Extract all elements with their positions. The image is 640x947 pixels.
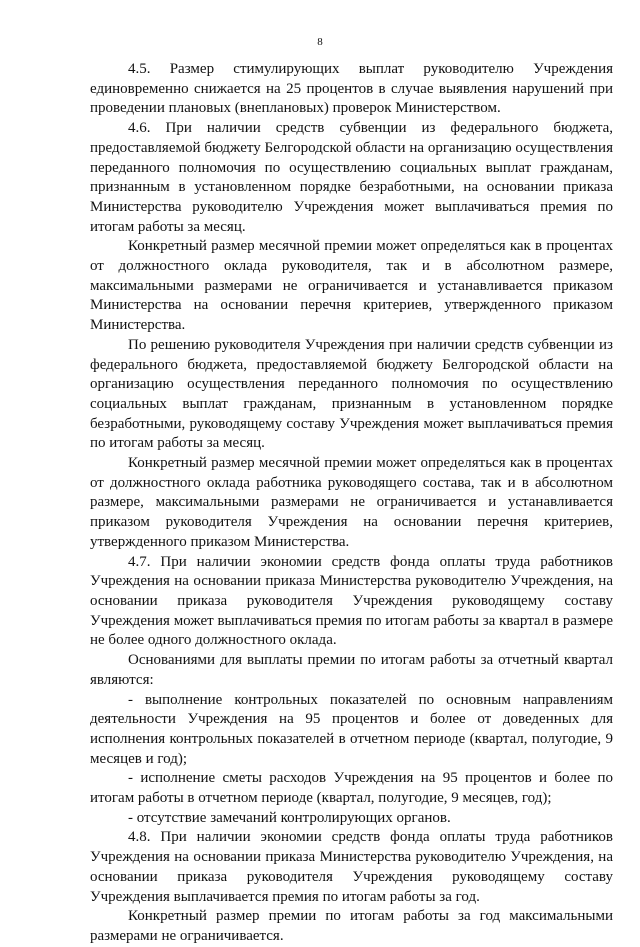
page-number: 8 (317, 36, 323, 48)
list-item-no-remarks: - отсутствие замечаний контролирующих органов. (128, 809, 451, 826)
paragraph-quarterly-grounds: Основаниями для выплаты премии по итогам работы за отчетный квартал являются: (90, 652, 613, 688)
paragraph-4-8: 4.8. При наличии экономии средств фонда оплаты труда работников Учреждения на основании приказа Министерства руководителю Учреждения, на основании приказа руководителя Учреждения руководящему составу Учреждения выплачивается премия по итогам работы за год. (90, 829, 613, 905)
paragraph-management-bonus: По решению руководителя Учреждения при наличии средств субвенции из федерального бюджета, предоставляемой бюджету Белгородской области на организацию осуществления переданного полномочия по осуществлению социальных выплат гражданам, признанным в установленном порядке безработными, руководящему составу Учреждения может выплачиваться премия по итогам работы за месяц. (90, 336, 613, 452)
paragraph-monthly-bonus-management: Конкретный размер месячной премии может определяться как в процентах от должностного оклада работника руководящего состава, так и в абсолютном размере, максимальными размерами не ограничивается и устанавливается приказом руководителя Учреждения на основании перечня критериев, утвержденного приказом Министерства. (90, 455, 613, 550)
paragraph-4-5: 4.5. Размер стимулирующих выплат руководителю Учреждения единовременно снижается на 25 процентов в случае выявления нарушений при проведении плановых (внеплановых) проверок Министерством. (90, 61, 613, 117)
paragraph-annual-bonus: Конкретный размер премии по итогам работы за год максимальными размерами не ограничивается. (90, 908, 613, 944)
paragraph-4-7: 4.7. При наличии экономии средств фонда оплаты труда работников Учреждения на основании приказа Министерства руководителю Учреждения, на основании приказа руководителя Учреждения руководящему составу Учреждения может выплачиваться премия по итогам работы за квартал в размере не более одного должностного оклада. (90, 553, 613, 649)
paragraph-4-6: 4.6. При наличии средств субвенции из федерального бюджета, предоставляемой бюджету Белгородской области на организацию осуществления переданного полномочия по осуществлению социальных выплат гражданам, признанным в установленном порядке безработными, на основании приказа Министерства руководителю Учреждения может выплачиваться премия по итогам работы за месяц. (90, 120, 613, 235)
list-item-budget-execution: - исполнение сметы расходов Учреждения на 95 процентов и более по итогам работы в отчетном периоде (квартал, полугодие, 9 месяцев, год); (90, 770, 613, 807)
list-item-control-indicators: - выполнение контрольных показателей по основным направлениям деятельности Учреждения на 95 процентов и более от доведенных для исполнения контрольных показателей в отчетном периоде (квартал, полугодие, 9 месяцев и год); (90, 691, 613, 767)
document-body (90, 60, 613, 947)
paragraph-monthly-bonus-director: Конкретный размер месячной премии может определяться как в процентах от должностного оклада руководителя, так и в абсолютном размере, максимальными размерами не ограничивается и устанавливается приказом Министерства на основании перечня критериев, утвержденного приказом Министерства. (90, 238, 613, 334)
